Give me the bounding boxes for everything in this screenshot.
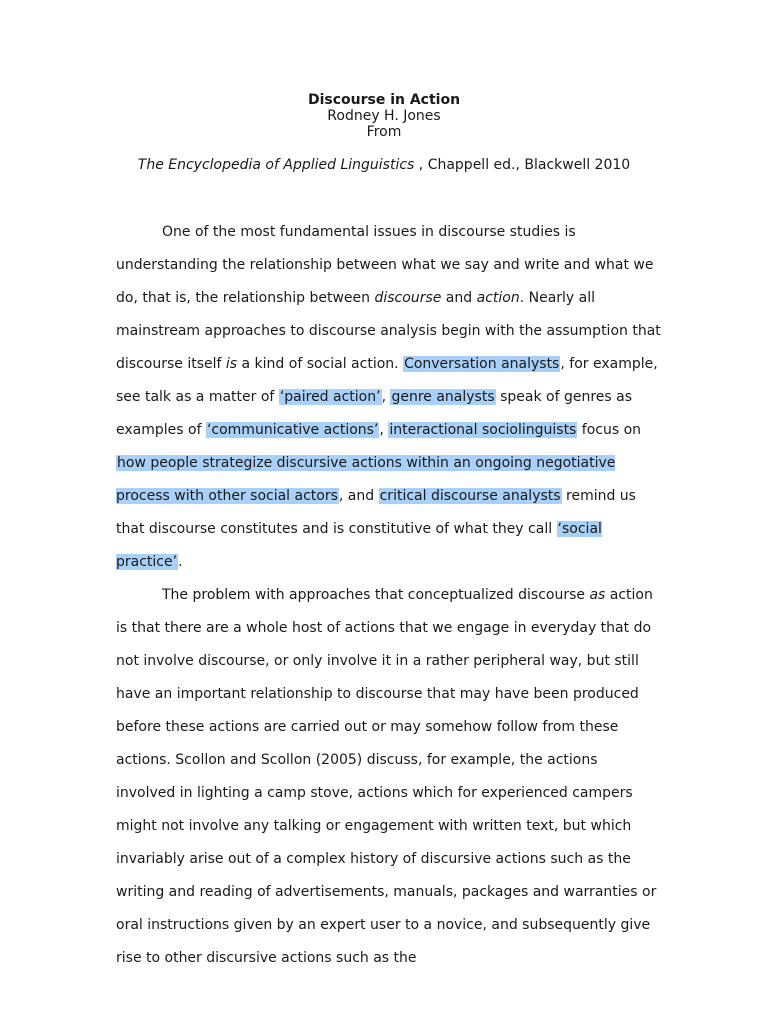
highlighted-text: ‘social practice’ — [116, 521, 602, 570]
text-run: focus on — [577, 422, 642, 438]
text-run: , — [379, 422, 389, 438]
highlighted-text: how people strategize discursive actions within an ongoing negotiative process with other social actors — [116, 455, 616, 504]
document-header — [0, 92, 768, 174]
highlighted-text: ‘paired action’ — [279, 389, 381, 405]
highlighted-text: Conversation analysts — [404, 356, 560, 372]
source-title: The Encyclopedia of Applied Linguistics — [137, 157, 415, 173]
text-run: speak of genres as examples of — [116, 389, 633, 438]
text-run: , for example, see talk as a matter of — [116, 356, 658, 405]
text-run: a kind of social action. — [237, 356, 404, 372]
document-title: Discourse in Action — [307, 92, 461, 108]
text-run: One of the most fundamental issues in discourse studies is understanding the relationship between what we say and write and what we do, that is, the relationship between — [116, 224, 654, 306]
document-author: Rodney H. Jones — [327, 108, 441, 124]
text-run: . — [178, 554, 183, 570]
paragraph — [116, 216, 661, 579]
italic-text: discourse — [374, 290, 442, 306]
highlighted-text: interactional sociolinguists — [389, 422, 577, 438]
text-run: . Nearly all mainstream approaches to discourse analysis begin with the assumption that discourse itself — [116, 290, 661, 372]
document-body — [116, 216, 661, 975]
text-run: The problem with approaches that conceptualized discourse — [162, 587, 590, 603]
source-citation — [0, 156, 768, 174]
highlighted-text: genre analysts — [391, 389, 495, 405]
text-run: , — [381, 389, 391, 405]
highlighted-text: ‘communicative actions’ — [206, 422, 379, 438]
text-run: action is that there are a whole host of actions that we engage in everyday that do not involve discourse, or only involve it in a rather peripheral way, but still have an important relationship to discourse that may have been produced before these actions are carried out or may somehow follow from these actions. Scollon and Scollon (2005) discuss, for example, the actions involved in lighting a camp stove, actions which for experienced campers might not involve any talking or engagement with written text, but which invariably arise out of a complex history of discursive actions such as the writing and reading of advertisements, manuals, packages and warranties or oral instructions given by an expert user to a novice, and subsequently give rise to other discursive actions such as the — [116, 587, 657, 966]
text-run: and — [441, 290, 477, 306]
italic-text: is — [225, 356, 238, 372]
paragraph — [116, 579, 661, 975]
text-run: , and — [338, 488, 379, 504]
source-publisher: , Chappell ed., Blackwell 2010 — [414, 157, 631, 173]
text-run: remind us that discourse constitutes and is constitutive of what they call — [116, 488, 636, 537]
italic-text: action — [476, 290, 520, 306]
italic-text: as — [589, 587, 606, 603]
from-label: From — [366, 124, 402, 140]
highlighted-text: critical discourse analysts — [379, 488, 561, 504]
